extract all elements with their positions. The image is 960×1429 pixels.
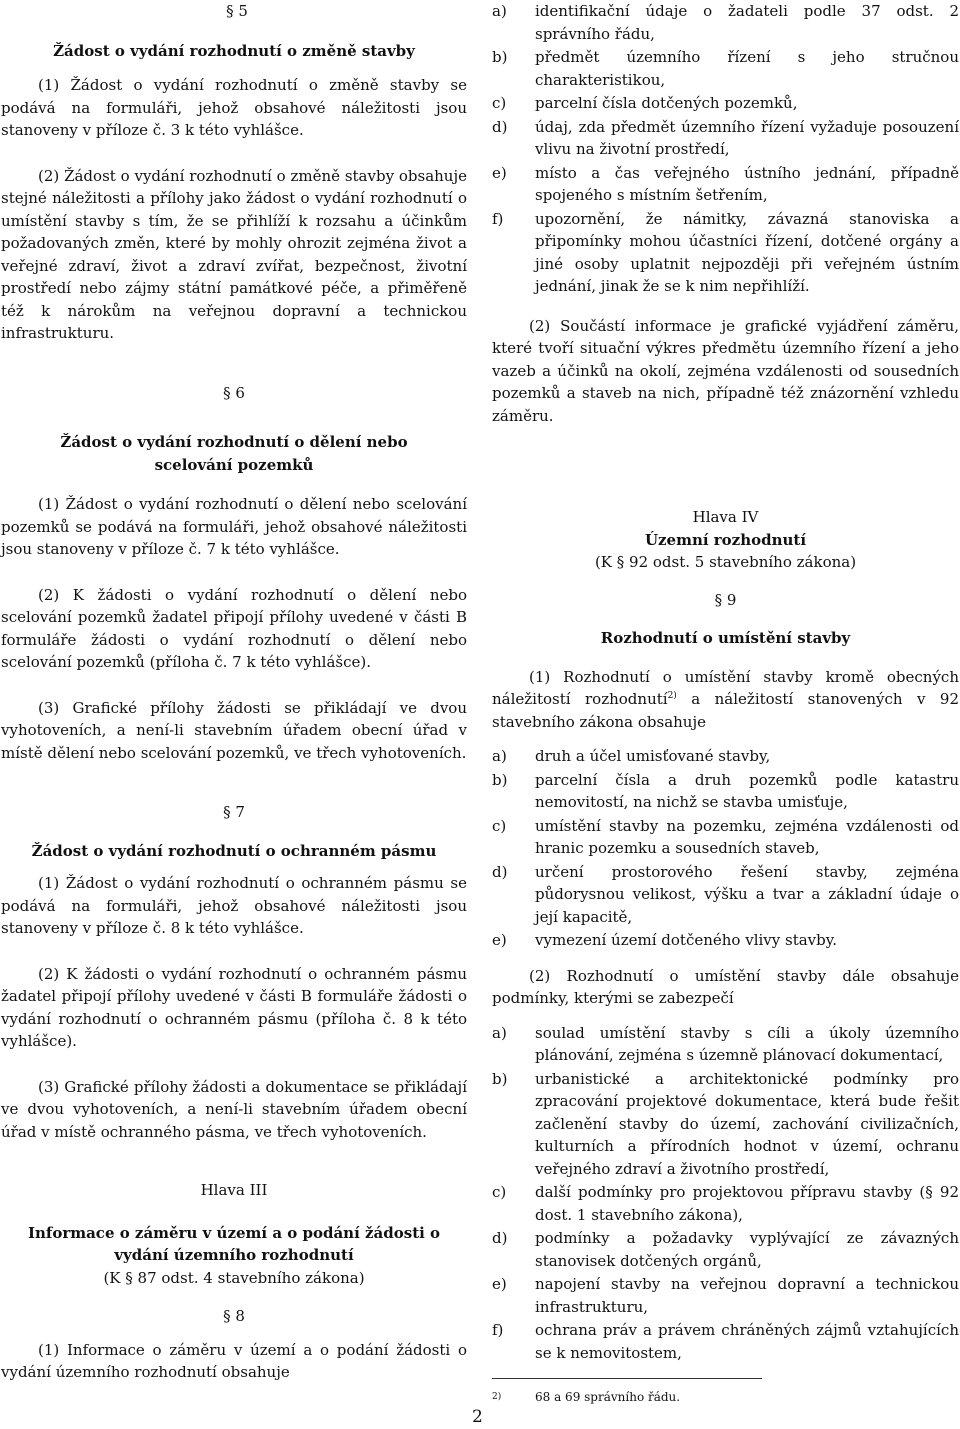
section-8-paragraph-1: (1) Informace o záměru v území a o podání žádosti o vydání územního rozhodnutí obsahuje: [1, 1340, 467, 1381]
list-item: [492, 1273, 959, 1318]
list-item-label: c): [492, 94, 507, 112]
chapter-4-reference: (K § 92 odst. 5 stavebního zákona): [594, 553, 857, 571]
list-item-label: e): [492, 163, 507, 182]
list-item-label: d): [492, 862, 508, 881]
list-item-text: urbanistické a architektonické podmínky pro zpracování projektové dokumentace, která bude řešit začlenění stavby do území, zachování civilizačních, kulturních a přírodních hodnot v území, ochranu veřejného zdraví a životního prostředí,: [535, 1069, 959, 1178]
section-6-paragraph-2: (2) K žádosti o vydání rozhodnutí o dělení nebo scelování pozemků žadatel připojí přílohy uvedené v části B formuláře žádosti o vydání rozhodnutí o dělení nebo scelování pozemků (příloha č. 7 k této vyhlášce).: [1, 585, 467, 671]
left-column: [1, 0, 467, 1384]
section-9-paragraph-1-text: (1) Rozhodnutí o umístění stavby kromě obecných náležitostí rozhodnutí: [492, 667, 959, 708]
section-6-paragraph-3: (3) Grafické přílohy žádosti se přikládají ve dvou vyhotoveních, a není-li stavebním úřadem obecní úřad v místě dělení nebo scelování pozemků, ve třech vyhotoveních.: [1, 698, 467, 762]
section-5-paragraph-2: (2) Žádost o vydání rozhodnutí o změně stavby obsahuje stejné náležitosti a přílohy jako žádost o vydání rozhodnutí o umístění stavby s tím, že se přihlíží k rozsahu a účinkům požadovaných změn, které by mohly ohrozit zejména život a veřejné zdraví, život a zdraví zvířat, bezpečnost, životní prostředí nebo zájmy státní památkové péče, a přiměřeně též k nárokům na veřejnou dopravní a technickou infrastrukturu.: [1, 166, 467, 342]
list-item-text: údaj, zda předmět územního řízení vyžaduje posouzení vlivu na životní prostředí,: [535, 117, 959, 158]
list-item-text: ochrana práv a právem chráněných zájmů vztahujících se k nemovitostem,: [535, 1321, 959, 1362]
list-item-label: a): [492, 747, 507, 765]
footnote: [492, 1389, 680, 1405]
list-item-text: další podmínky pro projektovou přípravu stavby (§ 92 dost. 1 stavebního zákona),: [535, 1183, 959, 1224]
list-item-label: f): [492, 1321, 504, 1339]
list-item-label: c): [492, 816, 507, 835]
list-item-label: f): [492, 209, 504, 228]
section-9-number: § 9: [714, 590, 737, 609]
list-item: [492, 1181, 959, 1226]
list-item-label: a): [492, 1023, 507, 1042]
list-item: [492, 0, 959, 45]
list-item-label: b): [492, 1069, 508, 1088]
list-item-text: napojení stavby na veřejnou dopravní a technickou infrastrukturu,: [535, 1275, 959, 1316]
list-item-label: a): [492, 2, 507, 20]
section-8-number: § 8: [223, 1307, 245, 1325]
footnote-divider: [492, 1378, 762, 1379]
chapter-3-title: Informace o záměru v území a o podání žádosti o vydání územního rozhodnutí: [27, 1223, 441, 1264]
list-item-label: e): [492, 931, 507, 949]
list-item: [492, 769, 959, 814]
list-item-text: předmět územního řízení s jeho stručnou charakteristikou,: [535, 48, 959, 89]
list-item: [492, 745, 959, 768]
list-item-text: druh a účel umisťované stavby,: [535, 747, 771, 765]
chapter-3-reference: (K § 87 odst. 4 stavebního zákona): [103, 1268, 365, 1287]
list-item: [492, 46, 959, 91]
section-7-paragraph-1: (1) Žádost o vydání rozhodnutí o ochranném pásmu se podává na formuláři, jehož obsahové náležitosti jsou stanoveny v příloze č. 8 k této vyhlášce.: [1, 874, 467, 937]
chapter-4-label: Hlava IV: [692, 508, 759, 526]
footnote-reference: 2): [667, 691, 677, 701]
list-item-text: identifikační údaje o žadateli podle 37 odst. 2 správního řádu,: [535, 2, 959, 43]
list-item: [492, 861, 959, 929]
list-item-text: umístění stavby na pozemku, zejména vzdálenosti od hranic pozemku a sousedních staveb,: [535, 816, 959, 857]
section-7-paragraph-2: (2) K žádosti o vydání rozhodnutí o ochranném pásmu žadatel připojí přílohy uvedené v části B formuláře žádosti o vydání rozhodnutí o ochranném pásmu (příloha č. 8 k této vyhlášce).: [1, 964, 467, 1050]
list-item-label: d): [492, 1229, 508, 1247]
section-8-paragraph-2: (2) Součástí informace je grafické vyjádření záměru, které tvoří situační výkres předmětu územního řízení a jeho vazeb a účinků na okolí, zejména vzdálenosti od sousedních pozemků a staveb na nich, případně též znázornění vzhledu záměru.: [492, 316, 959, 425]
list-item-label: e): [492, 1275, 507, 1293]
section-7-number: § 7: [223, 803, 245, 821]
list-item: [492, 92, 959, 115]
section-9-item-list-2: [492, 1022, 959, 1365]
section-9-item-list-1: [492, 745, 959, 952]
list-item-text: místo a čas veřejného ústního jednání, případně spojeného s místním šetřením,: [535, 163, 959, 204]
section-7-title: Žádost o vydání rozhodnutí o ochranném pásmu: [31, 841, 437, 860]
footnote-text: 68 a 69 správního řádu.: [535, 1390, 681, 1404]
list-item-label: d): [492, 117, 508, 136]
section-5-title: Žádost o vydání rozhodnutí o změně stavby: [53, 41, 415, 60]
section-6-title: Žádost o vydání rozhodnutí o dělení nebo scelování pozemků: [60, 433, 408, 474]
section-9-paragraph-2: (2) Rozhodnutí o umístění stavby dále obsahuje podmínky, kterými se zabezpečí: [492, 966, 959, 1007]
list-item-label: b): [492, 770, 508, 789]
list-item: [492, 1022, 959, 1067]
list-item: [492, 1068, 959, 1181]
footnote-mark: 2): [492, 1392, 502, 1402]
section-9-paragraph-1-text-cont: a náležitostí stanovených v 92 stavebního zákona obsahuje: [492, 690, 960, 731]
list-item-text: určení prostorového řešení stavby, zejména půdorysnou velikost, výšku a tvar a základní údaje o její kapacitě,: [535, 862, 959, 926]
section-5-number: § 5: [226, 2, 248, 20]
chapter-4-title: Územní rozhodnutí: [644, 530, 807, 549]
section-8-item-list: [492, 0, 959, 298]
list-item-label: c): [492, 1183, 507, 1201]
section-9-paragraph-1: [492, 666, 959, 734]
right-column: [492, 0, 959, 1364]
list-item-text: parcelní čísla dotčených pozemků,: [535, 94, 798, 112]
list-item: [492, 929, 959, 952]
section-7-paragraph-3: (3) Grafické přílohy žádosti a dokumentace se přikládají ve dvou vyhotoveních, a není-li stavebním úřadem obecní úřad v místě ochranného pásma, ve třech vyhotoveních.: [1, 1077, 467, 1141]
section-9-title: Rozhodnutí o umístění stavby: [600, 629, 851, 647]
list-item-label: b): [492, 48, 508, 66]
list-item-text: soulad umístění stavby s cíli a úkoly územního plánování, zejména s územně plánovací dokumentací,: [535, 1023, 959, 1064]
list-item: [492, 815, 959, 860]
list-item: [492, 116, 959, 161]
list-item: [492, 162, 959, 207]
list-item: [492, 1227, 959, 1272]
list-item-text: vymezení území dotčeného vlivy stavby.: [535, 931, 837, 949]
section-5-paragraph-1: (1) Žádost o vydání rozhodnutí o změně stavby se podává na formuláři, jehož obsahové náležitosti jsou stanoveny v příloze č. 3 k této vyhlášce.: [1, 76, 467, 139]
chapter-3-label: Hlava III: [200, 1181, 268, 1199]
section-6-paragraph-1: (1) Žádost o vydání rozhodnutí o dělení nebo scelování pozemků se podává na formuláři, jehož obsahové náležitosti jsou stanoveny v příloze č. 7 k této vyhlášce.: [1, 495, 467, 558]
list-item-text: parcelní čísla a druh pozemků podle katastru nemovitostí, na nichž se stavba umisťuje,: [535, 770, 959, 811]
list-item-text: upozornění, že námitky, závazná stanoviska a připomínky mohou účastníci řízení, dotčené orgány a jiné osoby uplatnit nejpozději při veřejném ústním jednání, jinak že se k nim nepřihlíží.: [535, 209, 959, 295]
list-item: [492, 1319, 959, 1364]
section-6-number: § 6: [223, 383, 245, 402]
page-number: 2: [472, 1407, 483, 1427]
list-item: [492, 208, 959, 298]
list-item-text: podmínky a požadavky vyplývající ze závazných stanovisek dotčených orgánů,: [535, 1229, 959, 1270]
